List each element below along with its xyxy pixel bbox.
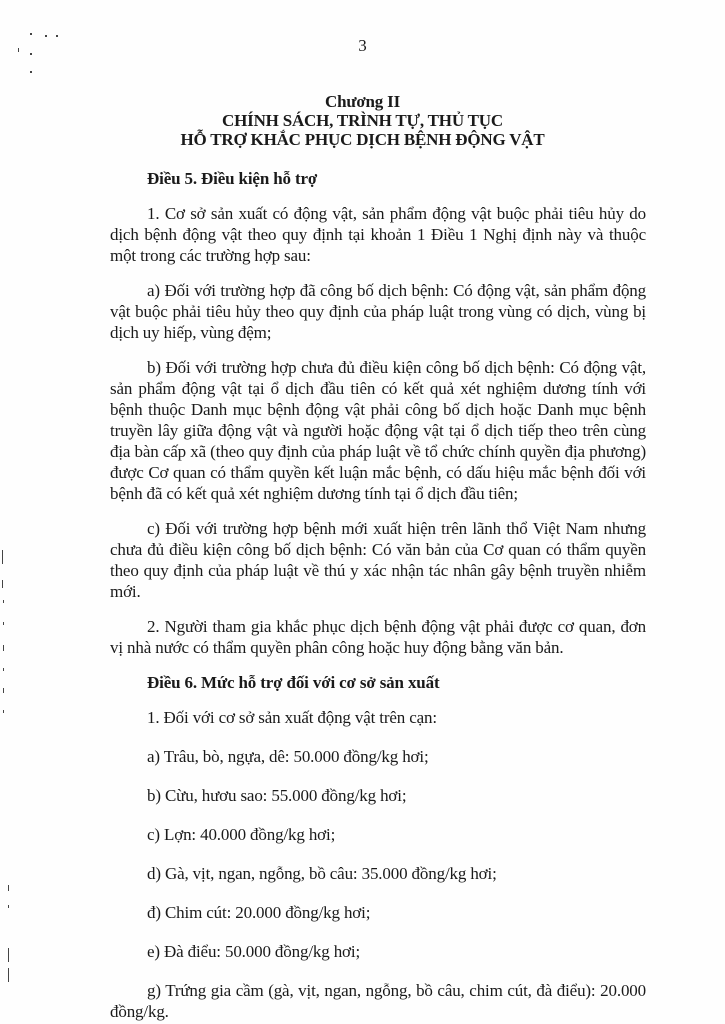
list-item: đ) Chim cút: 20.000 đồng/kg hơi; [147,903,371,922]
article-5-point-c: c) Đối với trường hợp bệnh mới xuất hiện trên lãnh thổ Việt Nam nhưng chưa đủ điều kiện công bố dịch bệnh: Có văn bản của Cơ quan có thẩm quyền theo quy định của pháp luật về thú y xác nhận tác nhân gây bệnh truyền nhiễm mới. [110,519,646,601]
article-5-point-a: a) Đối với trường hợp đã công bố dịch bệnh: Có động vật, sản phẩm động vật buộc phải tiêu hủy theo quy định của pháp luật trong vùng có dịch, vùng bị dịch uy hiếp, vùng đệm; [110,281,646,342]
list-item: c) Lợn: 40.000 đồng/kg hơi; [147,825,336,844]
article-5-clause-1: 1. Cơ sở sản xuất có động vật, sản phẩm động vật buộc phải tiêu hủy do dịch bệnh động vật theo quy định tại khoản 1 Điều 1 Nghị định này và thuộc một trong các trường hợp sau: [110,204,646,265]
article-5-point-b: b) Đối với trường hợp chưa đủ điều kiện công bố dịch bệnh: Có động vật, sản phẩm động vật tại ổ dịch đầu tiên có kết quả xét nghiệm dương tính với bệnh thuộc Danh mục bệnh động vật phải công bố dịch hoặc Danh mục bệnh truyền lây giữa động vật và người hoặc động vật tại ổ dịch tiếp theo trên cùng địa bàn cấp xã (theo quy định của pháp luật về tổ chức chính quyền địa phương) được Cơ quan có thẩm quyền kết luận mắc bệnh, có dấu hiệu mắc bệnh đối với bệnh đã có kết quả xét nghiệm dương tính tại ổ dịch đầu tiên; [110,358,646,503]
chapter-label: Chương II [325,92,400,111]
article-5-heading: Điều 5. Điều kiện hỗ trợ [147,169,318,188]
article-6-clause-1: 1. Đối với cơ sở sản xuất động vật trên cạn: [147,708,437,727]
scan-artifacts [0,0,60,1024]
document-body [110,168,646,1022]
list-item: b) Cừu, hươu sao: 55.000 đồng/kg hơi; [147,786,407,805]
chapter-title-line1: CHÍNH SÁCH, TRÌNH TỰ, THỦ TỤC [222,111,503,130]
article-6-heading: Điều 6. Mức hỗ trợ đối với cơ sở sản xuất [147,673,440,692]
list-item: d) Gà, vịt, ngan, ngỗng, bồ câu: 35.000 đồng/kg hơi; [147,864,497,883]
page-number: 3 [358,36,367,55]
article-5-clause-2: 2. Người tham gia khắc phục dịch bệnh động vật phải được cơ quan, đơn vị nhà nước có thẩm quyền phân công hoặc huy động bằng văn bản. [110,617,646,657]
list-item: e) Đà điểu: 50.000 đồng/kg hơi; [147,942,361,961]
chapter-heading [0,92,725,149]
list-item: a) Trâu, bò, ngựa, dê: 50.000 đồng/kg hơi; [147,747,429,766]
list-item: g) Trứng gia cầm (gà, vịt, ngan, ngỗng, bồ câu, chim cút, đà điểu): 20.000 đồng/kg. [110,981,646,1021]
chapter-title-line2: HỖ TRỢ KHẮC PHỤC DỊCH BỆNH ĐỘNG VẬT [180,130,545,149]
